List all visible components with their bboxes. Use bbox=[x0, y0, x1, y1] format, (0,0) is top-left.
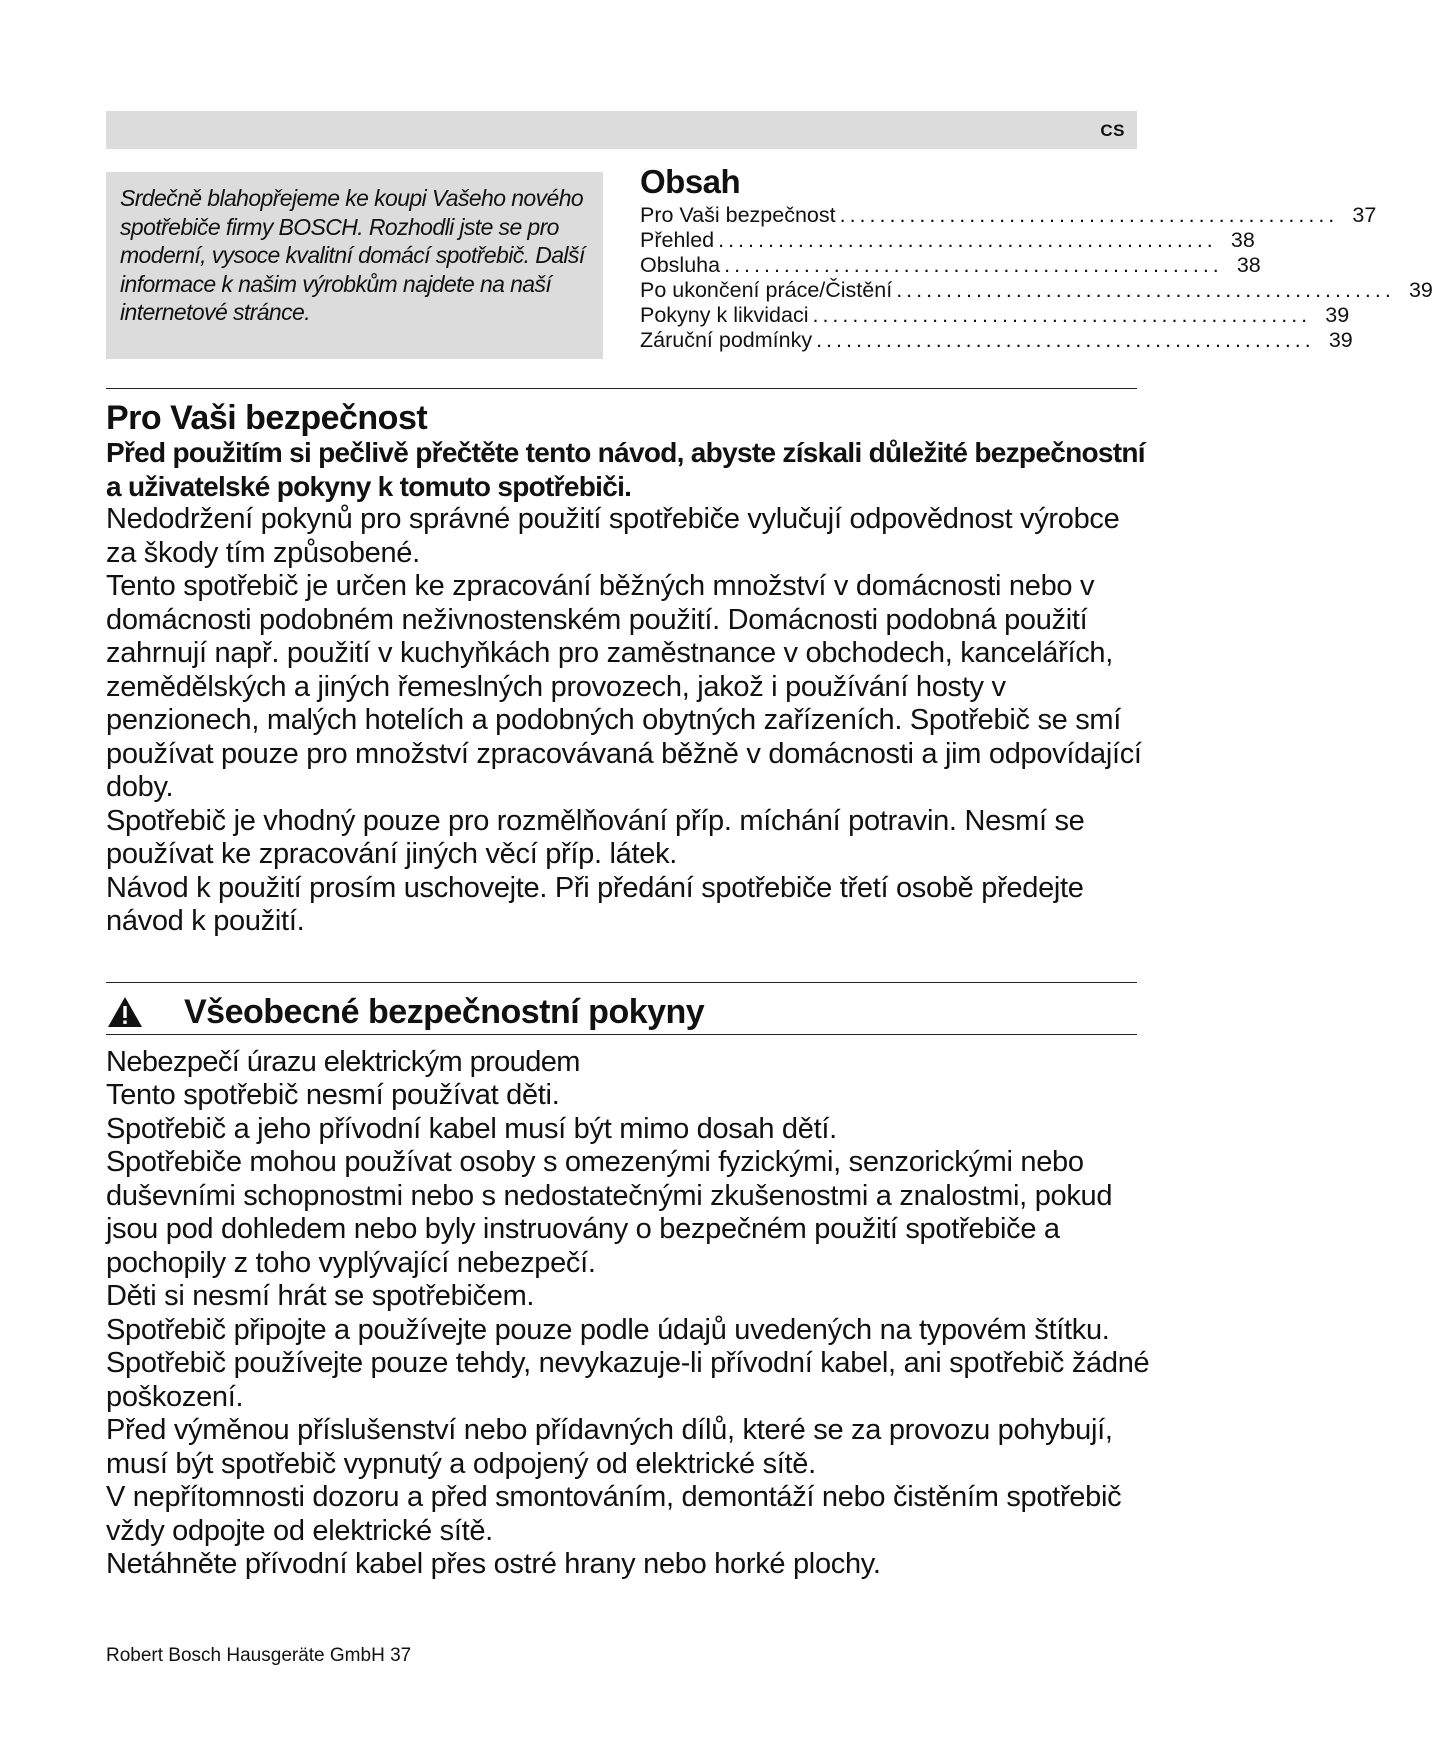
warning-icon bbox=[106, 995, 144, 1029]
toc-leader: .................................................. bbox=[839, 203, 1339, 227]
general-safety-section bbox=[106, 1045, 1151, 1582]
toc-item-page: 39 bbox=[1325, 303, 1350, 327]
toc-item[interactable] bbox=[640, 303, 1350, 328]
safety-section bbox=[106, 436, 1146, 939]
language-code: CS bbox=[1100, 121, 1125, 140]
toc-leader: .................................................. bbox=[816, 328, 1315, 352]
general-paragraph: Spotřebiče mohou používat osoby s omezenými fyzickými, senzorickými nebo duševními schopnostmi nebo s nedostatečnými zkušenostmi a znalostmi, pokud jsou pod dohledem nebo byly instruovány o bezpečném použití spotřebiče a pochopily z toho vyplývající nebezpečí. bbox=[106, 1146, 1113, 1279]
safety-paragraph: Nedodržení pokynů pro správné použití spotřebiče vylučují odpovědnost výrobce za škody tím způsobené. bbox=[106, 503, 1120, 569]
intro-box bbox=[106, 172, 603, 359]
toc-leader: .................................................. bbox=[718, 228, 1217, 252]
toc-item-page: 37 bbox=[1352, 203, 1377, 227]
page-footer: Robert Bosch Hausgeräte GmbH 37 bbox=[106, 1645, 412, 1666]
general-paragraph: V nepřítomnosti dozoru a před smontováním, demontáží nebo čistěním spotřebič vždy odpojte od elektrické sítě. bbox=[106, 1481, 1122, 1547]
toc-leader: .................................................. bbox=[896, 278, 1395, 302]
divider bbox=[106, 1034, 1137, 1035]
table-of-contents bbox=[640, 163, 1433, 353]
toc-item-page: 38 bbox=[1236, 253, 1261, 277]
general-paragraph: Spotřebič a jeho přívodní kabel musí být mimo dosah dětí. bbox=[106, 1112, 837, 1145]
toc-item[interactable] bbox=[640, 203, 1377, 228]
toc-item-label: Pro Vaši bezpečnost bbox=[640, 203, 836, 227]
toc-title: Obsah bbox=[640, 163, 741, 200]
general-safety-heading bbox=[106, 992, 704, 1032]
toc-item[interactable] bbox=[640, 328, 1353, 353]
intro-text: Srdečně blahopřejeme ke koupi Vašeho nového spotřebiče firmy BOSCH. Rozhodli jste se pro moderní, vysoce kvalitní domácí spotřebič. Další informace k našim výrobkům najdete na naší internetové stránce. bbox=[120, 185, 585, 325]
toc-item-page: 38 bbox=[1230, 228, 1255, 252]
toc-leader: .................................................. bbox=[724, 253, 1223, 277]
toc-item-label: Obsluha bbox=[640, 253, 721, 277]
toc-item[interactable] bbox=[640, 278, 1433, 303]
general-paragraph: Před výměnou příslušenství nebo přídavných dílů, které se za provozu pohybují, musí být spotřebič vypnutý a odpojený od elektrické sítě. bbox=[106, 1414, 1113, 1480]
toc-item[interactable] bbox=[640, 228, 1255, 253]
divider bbox=[106, 982, 1137, 983]
toc-leader: .................................................. bbox=[812, 303, 1312, 327]
general-paragraph: Netáhněte přívodní kabel přes ostré hrany nebo horké plochy. bbox=[106, 1548, 881, 1580]
safety-paragraph: Spotřebič je vhodný pouze pro rozmělňování příp. míchání potravin. Nesmí se používat ke zpracování jiných věcí příp. látek. bbox=[106, 804, 1085, 870]
toc-item-label: Přehled bbox=[640, 228, 715, 252]
general-paragraph: Spotřebič připojte a používejte pouze podle údajů uvedených na typovém štítku. Spotřebič používejte pouze tehdy, nevykazuje-li přívodní kabel, ani spotřebič žádné poškození. bbox=[106, 1313, 1150, 1413]
general-paragraph: Děti si nesmí hrát se spotřebičem. bbox=[106, 1280, 535, 1312]
general-safety-title: Všeobecné bezpečnostní pokyny bbox=[184, 993, 705, 1031]
toc-item-label: Po ukončení práce/Čistění bbox=[640, 278, 893, 302]
header-bar bbox=[106, 111, 1137, 149]
safety-lead: Před použitím si pečlivě přečtěte tento návod, abyste získali důležité bezpečnostní a uživatelské pokyny k tomuto spotřebiči. bbox=[106, 437, 1145, 502]
toc-item-page: 39 bbox=[1408, 278, 1433, 302]
safety-paragraph: Tento spotřebič je určen ke zpracování běžných množství v domácnosti nebo v domácnosti podobném neživnostenském použití. Domácnosti podobná použití zahrnují např. použití v kuchyňkách pro zaměstnance v obchodech, kancelářích, zemědělských a jiných řemeslných provozech, jakož i používání hosty v penzionech, malých hotelích a podobných obytných zařízeních. Spotřebič se smí používat pouze pro množství zpracovávaná běžně v domácnosti a jim odpovídající doby. bbox=[106, 570, 1142, 803]
toc-item[interactable] bbox=[640, 253, 1261, 278]
divider bbox=[106, 388, 1137, 389]
toc-item-page: 39 bbox=[1328, 328, 1353, 352]
toc-item-label: Pokyny k likvidaci bbox=[640, 303, 809, 327]
section-title: Pro Vaši bezpečnost bbox=[106, 399, 428, 437]
electric-shock-subtitle: Nebezpečí úrazu elektrickým proudem bbox=[106, 1046, 580, 1078]
safety-paragraph: Návod k použití prosím uschovejte. Při předání spotřebiče třetí osobě předejte návod k použití. bbox=[106, 871, 1084, 937]
toc-item-label: Záruční podmínky bbox=[640, 328, 813, 352]
general-paragraph: Tento spotřebič nesmí používat děti. bbox=[106, 1079, 560, 1111]
